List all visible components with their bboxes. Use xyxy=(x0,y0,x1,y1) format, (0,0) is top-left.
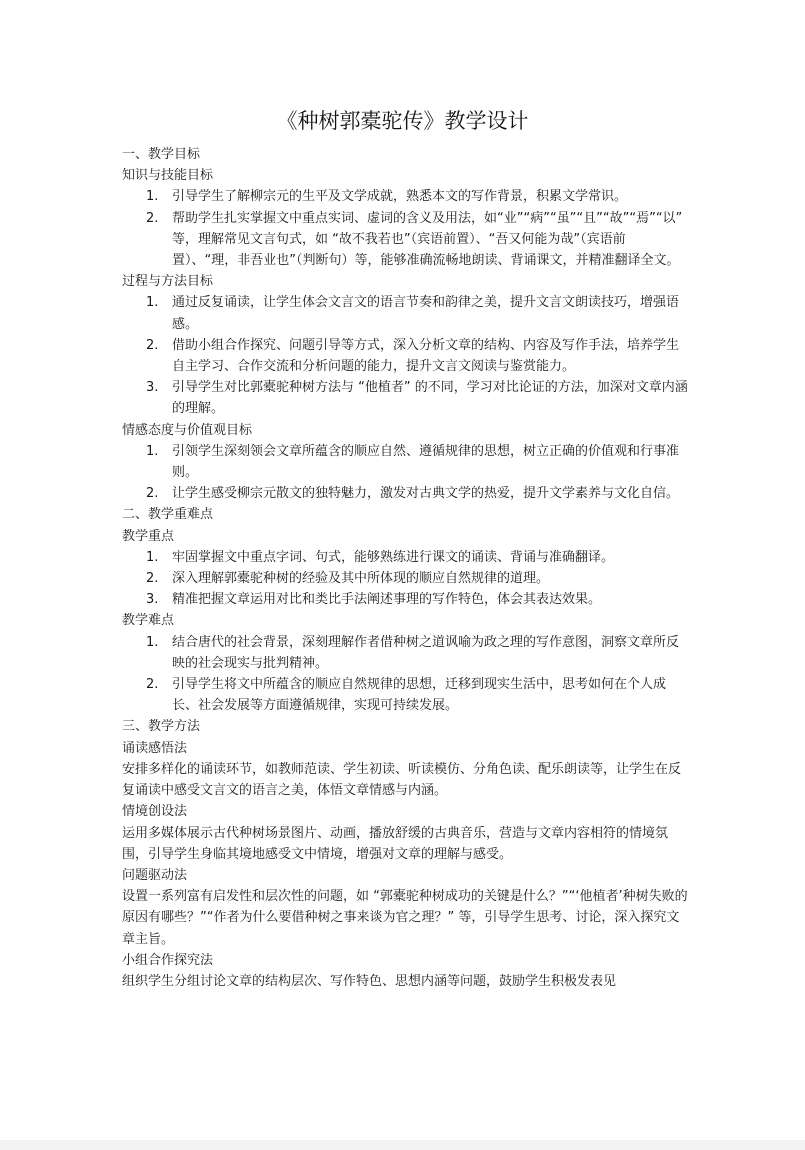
list-item xyxy=(122,632,688,674)
list-item-text: 借助小组合作探究、问题引导等方式，深入分析文章的结构、内容及写作手法，培养学生自主学习、合作交流和分析问题的能力，提升文言文阅读与鉴赏能力。 xyxy=(172,337,680,375)
subsection-heading: 教学重点 xyxy=(122,528,175,544)
list-number: 2. xyxy=(146,210,159,226)
list-number: 2. xyxy=(146,571,159,587)
list-number: 3. xyxy=(146,380,159,396)
list-number: 3. xyxy=(146,592,159,608)
list-number: 2. xyxy=(146,337,159,353)
list-item xyxy=(122,441,688,483)
list-number: 1. xyxy=(146,443,159,459)
method-title: 情境创设法 xyxy=(122,804,188,820)
list-number: 1. xyxy=(146,549,159,565)
document-body xyxy=(122,144,688,992)
list-number: 1. xyxy=(146,634,159,650)
list-number: 1. xyxy=(146,295,159,311)
list-item xyxy=(122,674,688,716)
list-item xyxy=(122,547,688,568)
method-title: 诵读感悟法 xyxy=(122,740,188,756)
list-item-text: 结合唐代的社会背景，深刻理解作者借种树之道讽喻为政之理的写作意图，洞察文章所反映的社会现实与批判精神。 xyxy=(172,634,680,671)
list-item-text: 牢固掌握文中重点字词、句式，能够熟练进行课文的诵读、背诵与准确翻译。 xyxy=(172,549,615,565)
numbered-list xyxy=(122,632,688,717)
list-item xyxy=(122,186,688,207)
numbered-list xyxy=(122,441,688,505)
list-item-text: 让学生感受柳宗元散文的独特魅力，激发对古典文学的热爱，提升文学素养与文化自信。 xyxy=(172,486,680,502)
list-item xyxy=(122,208,688,272)
list-item xyxy=(122,589,688,610)
subsection-heading: 教学难点 xyxy=(122,613,175,629)
method-title: 问题驱动法 xyxy=(122,867,188,883)
numbered-list xyxy=(122,292,688,419)
list-item xyxy=(122,292,688,334)
subsection-heading: 知识与技能目标 xyxy=(122,168,214,184)
list-item-text: 深入理解郭橐驼种树的经验及其中所体现的顺应自然规律的道理。 xyxy=(172,571,550,587)
list-item xyxy=(122,335,688,377)
list-item-text: 引导学生将文中所蕴含的顺应自然规律的思想，迁移到现实生活中，思考如何在个人成长、社会发展等方面遵循规律，实现可持续发展。 xyxy=(172,677,667,714)
list-item xyxy=(122,483,688,504)
method-paragraph: 运用多媒体展示古代种树场景图片、动画，播放舒缓的古典音乐，营造与文章内容相符的情境氛围，引导学生身临其境地感受文中情境，增强对文章的理解与感受。 xyxy=(122,825,669,862)
section-heading: 一、教学目标 xyxy=(122,147,201,162)
subsection-heading: 情感态度与价值观目标 xyxy=(122,422,253,438)
document-title: 《种树郭橐驼传》教学设计 xyxy=(276,109,529,133)
method-paragraph: 设置一系列富有启发性和层次性的问题，如 “郭橐驼种树成功的关键是什么？”“‘他植者’种树失败的原因有哪些？”“作者为什么要借种树之事来谈为官之理？” 等，引导学生思考、讨论，深入探究文章主旨。 xyxy=(122,889,688,947)
method-title: 小组合作探究法 xyxy=(122,952,214,968)
list-item-text: 通过反复诵读，让学生体会文言文的语言节奏和韵律之美，提升文言文朗读技巧，增强语感。 xyxy=(172,295,680,332)
list-item-text: 引导学生了解柳宗元的生平及文学成就，熟悉本文的写作背景，积累文学常识。 xyxy=(172,189,628,205)
numbered-list xyxy=(122,186,688,271)
section-heading: 三、教学方法 xyxy=(122,719,201,735)
list-number: 2. xyxy=(146,486,159,502)
list-item-text: 引领学生深刻领会文章所蕴含的顺应自然、遵循规律的思想，树立正确的价值观和行事准则。 xyxy=(172,443,680,481)
list-item-text: 引导学生对比郭橐驼种树方法与 “他植者” 的不同，学习对比论证的方法，加深对文章内涵的理解。 xyxy=(172,380,688,417)
list-number: 2. xyxy=(146,677,159,693)
subsection-heading: 过程与方法目标 xyxy=(122,274,214,290)
method-paragraph: 安排多样化的诵读环节，如教师范读、学生初读、听读模仿、分角色读、配乐朗读等，让学生在反复诵读中感受文言文的语言之美，体悟文章情感与内涵。 xyxy=(122,761,682,799)
list-item xyxy=(122,568,688,589)
list-item xyxy=(122,377,688,419)
list-number: 1. xyxy=(146,189,159,205)
section-heading: 二、教学重难点 xyxy=(122,507,214,523)
list-item-text: 帮助学生扎实掌握文中重点实词、虚词的含义及用法，如“业”“病”“虽”“且”“故”“焉”“以” 等，理解常见文言句式，如 “故不我若也”（宾语前置）、“吾又何能为哉”（宾语前置）、“理，非吾业也”（判断句）等，能够准确流畅地朗读、背诵课文，并精准翻译全文。 xyxy=(172,210,683,269)
method-paragraph: 组织学生分组讨论文章的结构层次、写作特色、思想内涵等问题，鼓励学生积极发表见 xyxy=(122,973,617,989)
numbered-list xyxy=(122,547,688,611)
list-item-text: 精准把握文章运用对比和类比手法阐述事理的写作特色，体会其表达效果。 xyxy=(172,592,602,608)
